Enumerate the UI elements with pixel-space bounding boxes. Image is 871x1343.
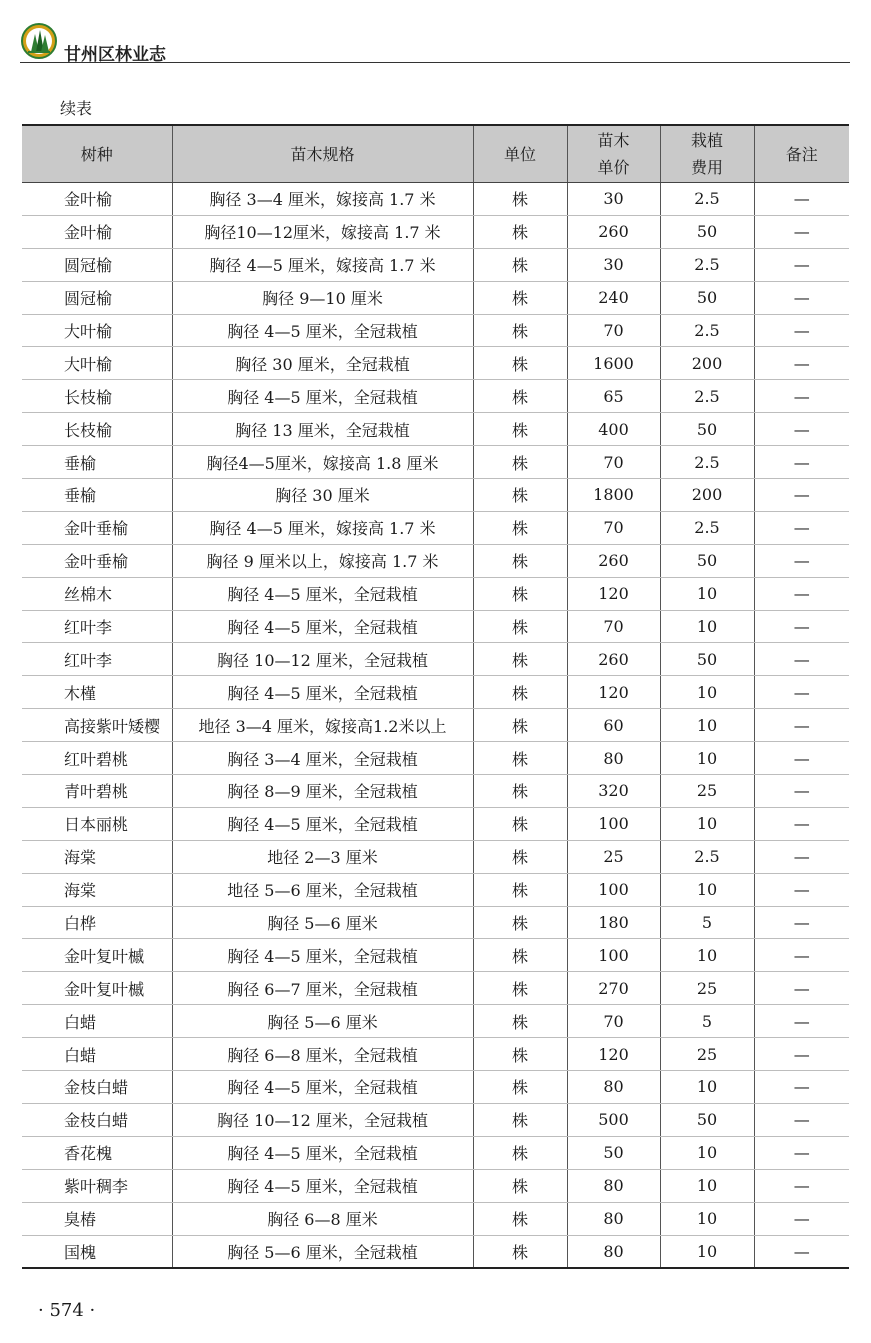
table-header-row xyxy=(22,125,849,183)
cell-remarks: — xyxy=(754,1136,849,1169)
cell-unit: 株 xyxy=(473,873,567,906)
table-row xyxy=(22,610,849,643)
cell-unit-price: 65 xyxy=(567,380,660,413)
cell-planting-cost: 25 xyxy=(660,775,754,808)
column-header-spec: 苗木规格 xyxy=(172,125,473,183)
cell-remarks: — xyxy=(754,380,849,413)
cell-unit: 株 xyxy=(473,479,567,512)
cell-spec: 胸径 13 厘米，全冠栽植 xyxy=(172,413,473,446)
cell-unit-price: 60 xyxy=(567,709,660,742)
cell-unit-price: 320 xyxy=(567,775,660,808)
cell-unit: 株 xyxy=(473,413,567,446)
forestry-logo-icon xyxy=(20,22,58,60)
cell-unit-price: 80 xyxy=(567,1235,660,1268)
cell-unit: 株 xyxy=(473,939,567,972)
cell-planting-cost: 2.5 xyxy=(660,314,754,347)
column-header-planting-cost: 栽植 费用 xyxy=(660,125,754,183)
cell-species: 垂榆 xyxy=(22,479,172,512)
page-number: · 574 · xyxy=(38,1300,96,1321)
cell-planting-cost: 50 xyxy=(660,544,754,577)
cell-remarks: — xyxy=(754,775,849,808)
cell-unit: 株 xyxy=(473,248,567,281)
cell-unit: 株 xyxy=(473,380,567,413)
cell-planting-cost: 200 xyxy=(660,347,754,380)
cell-unit-price: 100 xyxy=(567,939,660,972)
page-header xyxy=(20,22,850,64)
cell-unit-price: 1600 xyxy=(567,347,660,380)
cell-spec: 胸径 8—9 厘米，全冠栽植 xyxy=(172,775,473,808)
cell-species: 臭椿 xyxy=(22,1202,172,1235)
cell-spec: 胸径 4—5 厘米，全冠栽植 xyxy=(172,577,473,610)
cell-spec: 胸径 4—5 厘米，全冠栽植 xyxy=(172,380,473,413)
table-row xyxy=(22,972,849,1005)
cell-planting-cost: 10 xyxy=(660,1136,754,1169)
cell-spec: 胸径 6—8 厘米，全冠栽植 xyxy=(172,1038,473,1071)
cell-unit-price: 100 xyxy=(567,807,660,840)
cell-planting-cost: 10 xyxy=(660,610,754,643)
cell-spec: 胸径 9 厘米以上，嫁接高 1.7 米 xyxy=(172,544,473,577)
column-header-unit-price: 苗木 单价 xyxy=(567,125,660,183)
table-row xyxy=(22,906,849,939)
cell-remarks: — xyxy=(754,939,849,972)
cell-spec: 胸径 4—5 厘米，全冠栽植 xyxy=(172,676,473,709)
table-row xyxy=(22,1038,849,1071)
header-rule xyxy=(20,62,850,63)
cell-unit-price: 80 xyxy=(567,742,660,775)
cell-species: 青叶碧桃 xyxy=(22,775,172,808)
cell-spec: 胸径4—5厘米，嫁接高 1.8 厘米 xyxy=(172,446,473,479)
cell-species: 长枝榆 xyxy=(22,380,172,413)
cell-remarks: — xyxy=(754,643,849,676)
table-row xyxy=(22,643,849,676)
cell-planting-cost: 10 xyxy=(660,873,754,906)
cell-unit-price: 70 xyxy=(567,511,660,544)
table-row xyxy=(22,807,849,840)
cell-unit: 株 xyxy=(473,1071,567,1104)
cell-species: 红叶李 xyxy=(22,643,172,676)
cell-spec: 胸径10—12厘米，嫁接高 1.7 米 xyxy=(172,215,473,248)
cell-planting-cost: 10 xyxy=(660,1071,754,1104)
cell-unit: 株 xyxy=(473,643,567,676)
cell-remarks: — xyxy=(754,577,849,610)
cell-planting-cost: 2.5 xyxy=(660,248,754,281)
cell-unit-price: 70 xyxy=(567,1005,660,1038)
cell-species: 高接紫叶矮樱 xyxy=(22,709,172,742)
cell-spec: 胸径 4—5 厘米，全冠栽植 xyxy=(172,1136,473,1169)
table-row xyxy=(22,1136,849,1169)
cell-unit: 株 xyxy=(473,1103,567,1136)
cell-remarks: — xyxy=(754,347,849,380)
cell-species: 国槐 xyxy=(22,1235,172,1268)
cell-spec: 胸径 3—4 厘米，嫁接高 1.7 米 xyxy=(172,183,473,216)
cell-species: 金叶复叶槭 xyxy=(22,972,172,1005)
cell-unit-price: 260 xyxy=(567,643,660,676)
cell-planting-cost: 50 xyxy=(660,1103,754,1136)
cell-unit-price: 120 xyxy=(567,577,660,610)
cell-species: 白蜡 xyxy=(22,1005,172,1038)
cell-species: 白蜡 xyxy=(22,1038,172,1071)
cell-remarks: — xyxy=(754,215,849,248)
cell-species: 金叶垂榆 xyxy=(22,544,172,577)
column-header-species: 树种 xyxy=(22,125,172,183)
cell-spec: 胸径 4—5 厘米，全冠栽植 xyxy=(172,610,473,643)
cell-remarks: — xyxy=(754,446,849,479)
cell-planting-cost: 10 xyxy=(660,577,754,610)
table-row xyxy=(22,446,849,479)
cell-species: 红叶碧桃 xyxy=(22,742,172,775)
cell-spec: 胸径 5—6 厘米 xyxy=(172,1005,473,1038)
cell-unit-price: 80 xyxy=(567,1169,660,1202)
table-row xyxy=(22,248,849,281)
table-row xyxy=(22,1169,849,1202)
table-body xyxy=(22,183,849,1269)
table-row xyxy=(22,314,849,347)
cell-species: 金枝白蜡 xyxy=(22,1103,172,1136)
cell-unit-price: 70 xyxy=(567,314,660,347)
table-row xyxy=(22,775,849,808)
cell-remarks: — xyxy=(754,610,849,643)
table-row xyxy=(22,1071,849,1104)
cell-planting-cost: 50 xyxy=(660,215,754,248)
cell-unit-price: 240 xyxy=(567,281,660,314)
cell-unit: 株 xyxy=(473,676,567,709)
cell-unit: 株 xyxy=(473,1169,567,1202)
cell-species: 大叶榆 xyxy=(22,314,172,347)
cell-spec: 地径 5—6 厘米，全冠栽植 xyxy=(172,873,473,906)
cell-unit: 株 xyxy=(473,1235,567,1268)
table-row xyxy=(22,873,849,906)
seedling-price-table xyxy=(22,124,849,1269)
cell-spec: 胸径 4—5 厘米，全冠栽植 xyxy=(172,314,473,347)
cell-unit: 株 xyxy=(473,1202,567,1235)
cell-remarks: — xyxy=(754,1103,849,1136)
table-row xyxy=(22,511,849,544)
cell-spec: 胸径 4—5 厘米，全冠栽植 xyxy=(172,807,473,840)
cell-planting-cost: 50 xyxy=(660,413,754,446)
cell-remarks: — xyxy=(754,807,849,840)
cell-planting-cost: 10 xyxy=(660,939,754,972)
table-row xyxy=(22,413,849,446)
cell-spec: 胸径 6—8 厘米 xyxy=(172,1202,473,1235)
cell-remarks: — xyxy=(754,1235,849,1268)
cell-unit: 株 xyxy=(473,1136,567,1169)
cell-spec: 胸径 4—5 厘米，全冠栽植 xyxy=(172,1071,473,1104)
cell-species: 圆冠榆 xyxy=(22,248,172,281)
cell-unit-price: 50 xyxy=(567,1136,660,1169)
table-row xyxy=(22,380,849,413)
cell-unit: 株 xyxy=(473,183,567,216)
cell-unit-price: 70 xyxy=(567,446,660,479)
cell-planting-cost: 10 xyxy=(660,1202,754,1235)
cell-unit-price: 100 xyxy=(567,873,660,906)
cell-unit: 株 xyxy=(473,742,567,775)
cell-remarks: — xyxy=(754,1202,849,1235)
table-row xyxy=(22,1235,849,1268)
cell-unit: 株 xyxy=(473,840,567,873)
cell-unit-price: 70 xyxy=(567,610,660,643)
cell-unit: 株 xyxy=(473,610,567,643)
cell-unit: 株 xyxy=(473,511,567,544)
cell-species: 海棠 xyxy=(22,840,172,873)
cell-unit-price: 1800 xyxy=(567,479,660,512)
cell-unit-price: 260 xyxy=(567,544,660,577)
cell-planting-cost: 200 xyxy=(660,479,754,512)
cell-remarks: — xyxy=(754,742,849,775)
cell-planting-cost: 10 xyxy=(660,1169,754,1202)
cell-remarks: — xyxy=(754,281,849,314)
cell-unit: 株 xyxy=(473,775,567,808)
cell-spec: 地径 3—4 厘米，嫁接高1.2米以上 xyxy=(172,709,473,742)
cell-spec: 胸径 4—5 厘米，嫁接高 1.7 米 xyxy=(172,511,473,544)
cell-unit-price: 80 xyxy=(567,1071,660,1104)
cell-spec: 胸径 10—12 厘米，全冠栽植 xyxy=(172,1103,473,1136)
table-row xyxy=(22,183,849,216)
cell-remarks: — xyxy=(754,1005,849,1038)
cell-species: 白桦 xyxy=(22,906,172,939)
table-row xyxy=(22,1202,849,1235)
cell-remarks: — xyxy=(754,511,849,544)
cell-unit-price: 30 xyxy=(567,248,660,281)
cell-unit: 株 xyxy=(473,709,567,742)
cell-remarks: — xyxy=(754,873,849,906)
cell-species: 圆冠榆 xyxy=(22,281,172,314)
cell-planting-cost: 2.5 xyxy=(660,840,754,873)
table-row xyxy=(22,215,849,248)
cell-spec: 胸径 6—7 厘米，全冠栽植 xyxy=(172,972,473,1005)
cell-species: 香花槐 xyxy=(22,1136,172,1169)
cell-remarks: — xyxy=(754,972,849,1005)
cell-planting-cost: 10 xyxy=(660,709,754,742)
cell-remarks: — xyxy=(754,906,849,939)
cell-planting-cost: 10 xyxy=(660,807,754,840)
cell-remarks: — xyxy=(754,1038,849,1071)
table-row xyxy=(22,479,849,512)
cell-remarks: — xyxy=(754,1169,849,1202)
cell-planting-cost: 2.5 xyxy=(660,511,754,544)
cell-remarks: — xyxy=(754,676,849,709)
cell-unit: 株 xyxy=(473,807,567,840)
cell-species: 大叶榆 xyxy=(22,347,172,380)
cell-remarks: — xyxy=(754,183,849,216)
cell-unit: 株 xyxy=(473,446,567,479)
table-row xyxy=(22,1005,849,1038)
cell-species: 紫叶稠李 xyxy=(22,1169,172,1202)
cell-remarks: — xyxy=(754,314,849,347)
cell-species: 长枝榆 xyxy=(22,413,172,446)
table-row xyxy=(22,347,849,380)
cell-planting-cost: 2.5 xyxy=(660,380,754,413)
cell-unit: 株 xyxy=(473,1038,567,1071)
cell-unit-price: 500 xyxy=(567,1103,660,1136)
cell-unit: 株 xyxy=(473,281,567,314)
cell-species: 金叶复叶槭 xyxy=(22,939,172,972)
cell-unit: 株 xyxy=(473,1005,567,1038)
cell-planting-cost: 2.5 xyxy=(660,446,754,479)
cell-remarks: — xyxy=(754,413,849,446)
table-row xyxy=(22,742,849,775)
cell-spec: 胸径 5—6 厘米，全冠栽植 xyxy=(172,1235,473,1268)
cell-remarks: — xyxy=(754,709,849,742)
cell-spec: 胸径 4—5 厘米，全冠栽植 xyxy=(172,1169,473,1202)
cell-unit-price: 120 xyxy=(567,1038,660,1071)
cell-species: 金叶榆 xyxy=(22,215,172,248)
table-row xyxy=(22,544,849,577)
cell-spec: 地径 2—3 厘米 xyxy=(172,840,473,873)
cell-planting-cost: 5 xyxy=(660,906,754,939)
book-title: 甘州区林业志 xyxy=(64,45,166,65)
cell-spec: 胸径 4—5 厘米，全冠栽植 xyxy=(172,939,473,972)
cell-species: 海棠 xyxy=(22,873,172,906)
cell-spec: 胸径 30 厘米，全冠栽植 xyxy=(172,347,473,380)
table-row xyxy=(22,577,849,610)
cell-spec: 胸径 4—5 厘米，嫁接高 1.7 米 xyxy=(172,248,473,281)
cell-species: 金枝白蜡 xyxy=(22,1071,172,1104)
cell-species: 垂榆 xyxy=(22,446,172,479)
cell-species: 丝棉木 xyxy=(22,577,172,610)
cell-planting-cost: 5 xyxy=(660,1005,754,1038)
cell-unit-price: 180 xyxy=(567,906,660,939)
cell-species: 木槿 xyxy=(22,676,172,709)
cell-unit-price: 80 xyxy=(567,1202,660,1235)
cell-unit: 株 xyxy=(473,314,567,347)
cell-remarks: — xyxy=(754,840,849,873)
cell-spec: 胸径 10—12 厘米，全冠栽植 xyxy=(172,643,473,676)
cell-unit: 株 xyxy=(473,577,567,610)
cell-planting-cost: 25 xyxy=(660,1038,754,1071)
table-row xyxy=(22,1103,849,1136)
cell-spec: 胸径 5—6 厘米 xyxy=(172,906,473,939)
column-header-remarks: 备注 xyxy=(754,125,849,183)
cell-remarks: — xyxy=(754,1071,849,1104)
cell-unit: 株 xyxy=(473,906,567,939)
cell-unit: 株 xyxy=(473,972,567,1005)
table-row xyxy=(22,939,849,972)
cell-species: 金叶榆 xyxy=(22,183,172,216)
cell-unit-price: 400 xyxy=(567,413,660,446)
cell-unit-price: 25 xyxy=(567,840,660,873)
cell-unit: 株 xyxy=(473,544,567,577)
continuation-label: 续表 xyxy=(60,99,93,118)
cell-unit: 株 xyxy=(473,347,567,380)
cell-unit-price: 260 xyxy=(567,215,660,248)
cell-remarks: — xyxy=(754,479,849,512)
cell-planting-cost: 50 xyxy=(660,281,754,314)
cell-planting-cost: 25 xyxy=(660,972,754,1005)
cell-planting-cost: 10 xyxy=(660,676,754,709)
cell-spec: 胸径 3—4 厘米，全冠栽植 xyxy=(172,742,473,775)
cell-remarks: — xyxy=(754,544,849,577)
cell-species: 金叶垂榆 xyxy=(22,511,172,544)
cell-planting-cost: 10 xyxy=(660,742,754,775)
cell-unit-price: 270 xyxy=(567,972,660,1005)
cell-species: 红叶李 xyxy=(22,610,172,643)
cell-species: 日本丽桃 xyxy=(22,807,172,840)
table-row xyxy=(22,281,849,314)
cell-unit: 株 xyxy=(473,215,567,248)
cell-planting-cost: 2.5 xyxy=(660,183,754,216)
table-row xyxy=(22,676,849,709)
table-row xyxy=(22,709,849,742)
cell-remarks: — xyxy=(754,248,849,281)
column-header-unit: 单位 xyxy=(473,125,567,183)
cell-planting-cost: 50 xyxy=(660,643,754,676)
table-row xyxy=(22,840,849,873)
cell-unit-price: 120 xyxy=(567,676,660,709)
cell-spec: 胸径 30 厘米 xyxy=(172,479,473,512)
cell-spec: 胸径 9—10 厘米 xyxy=(172,281,473,314)
cell-planting-cost: 10 xyxy=(660,1235,754,1268)
cell-unit-price: 30 xyxy=(567,183,660,216)
